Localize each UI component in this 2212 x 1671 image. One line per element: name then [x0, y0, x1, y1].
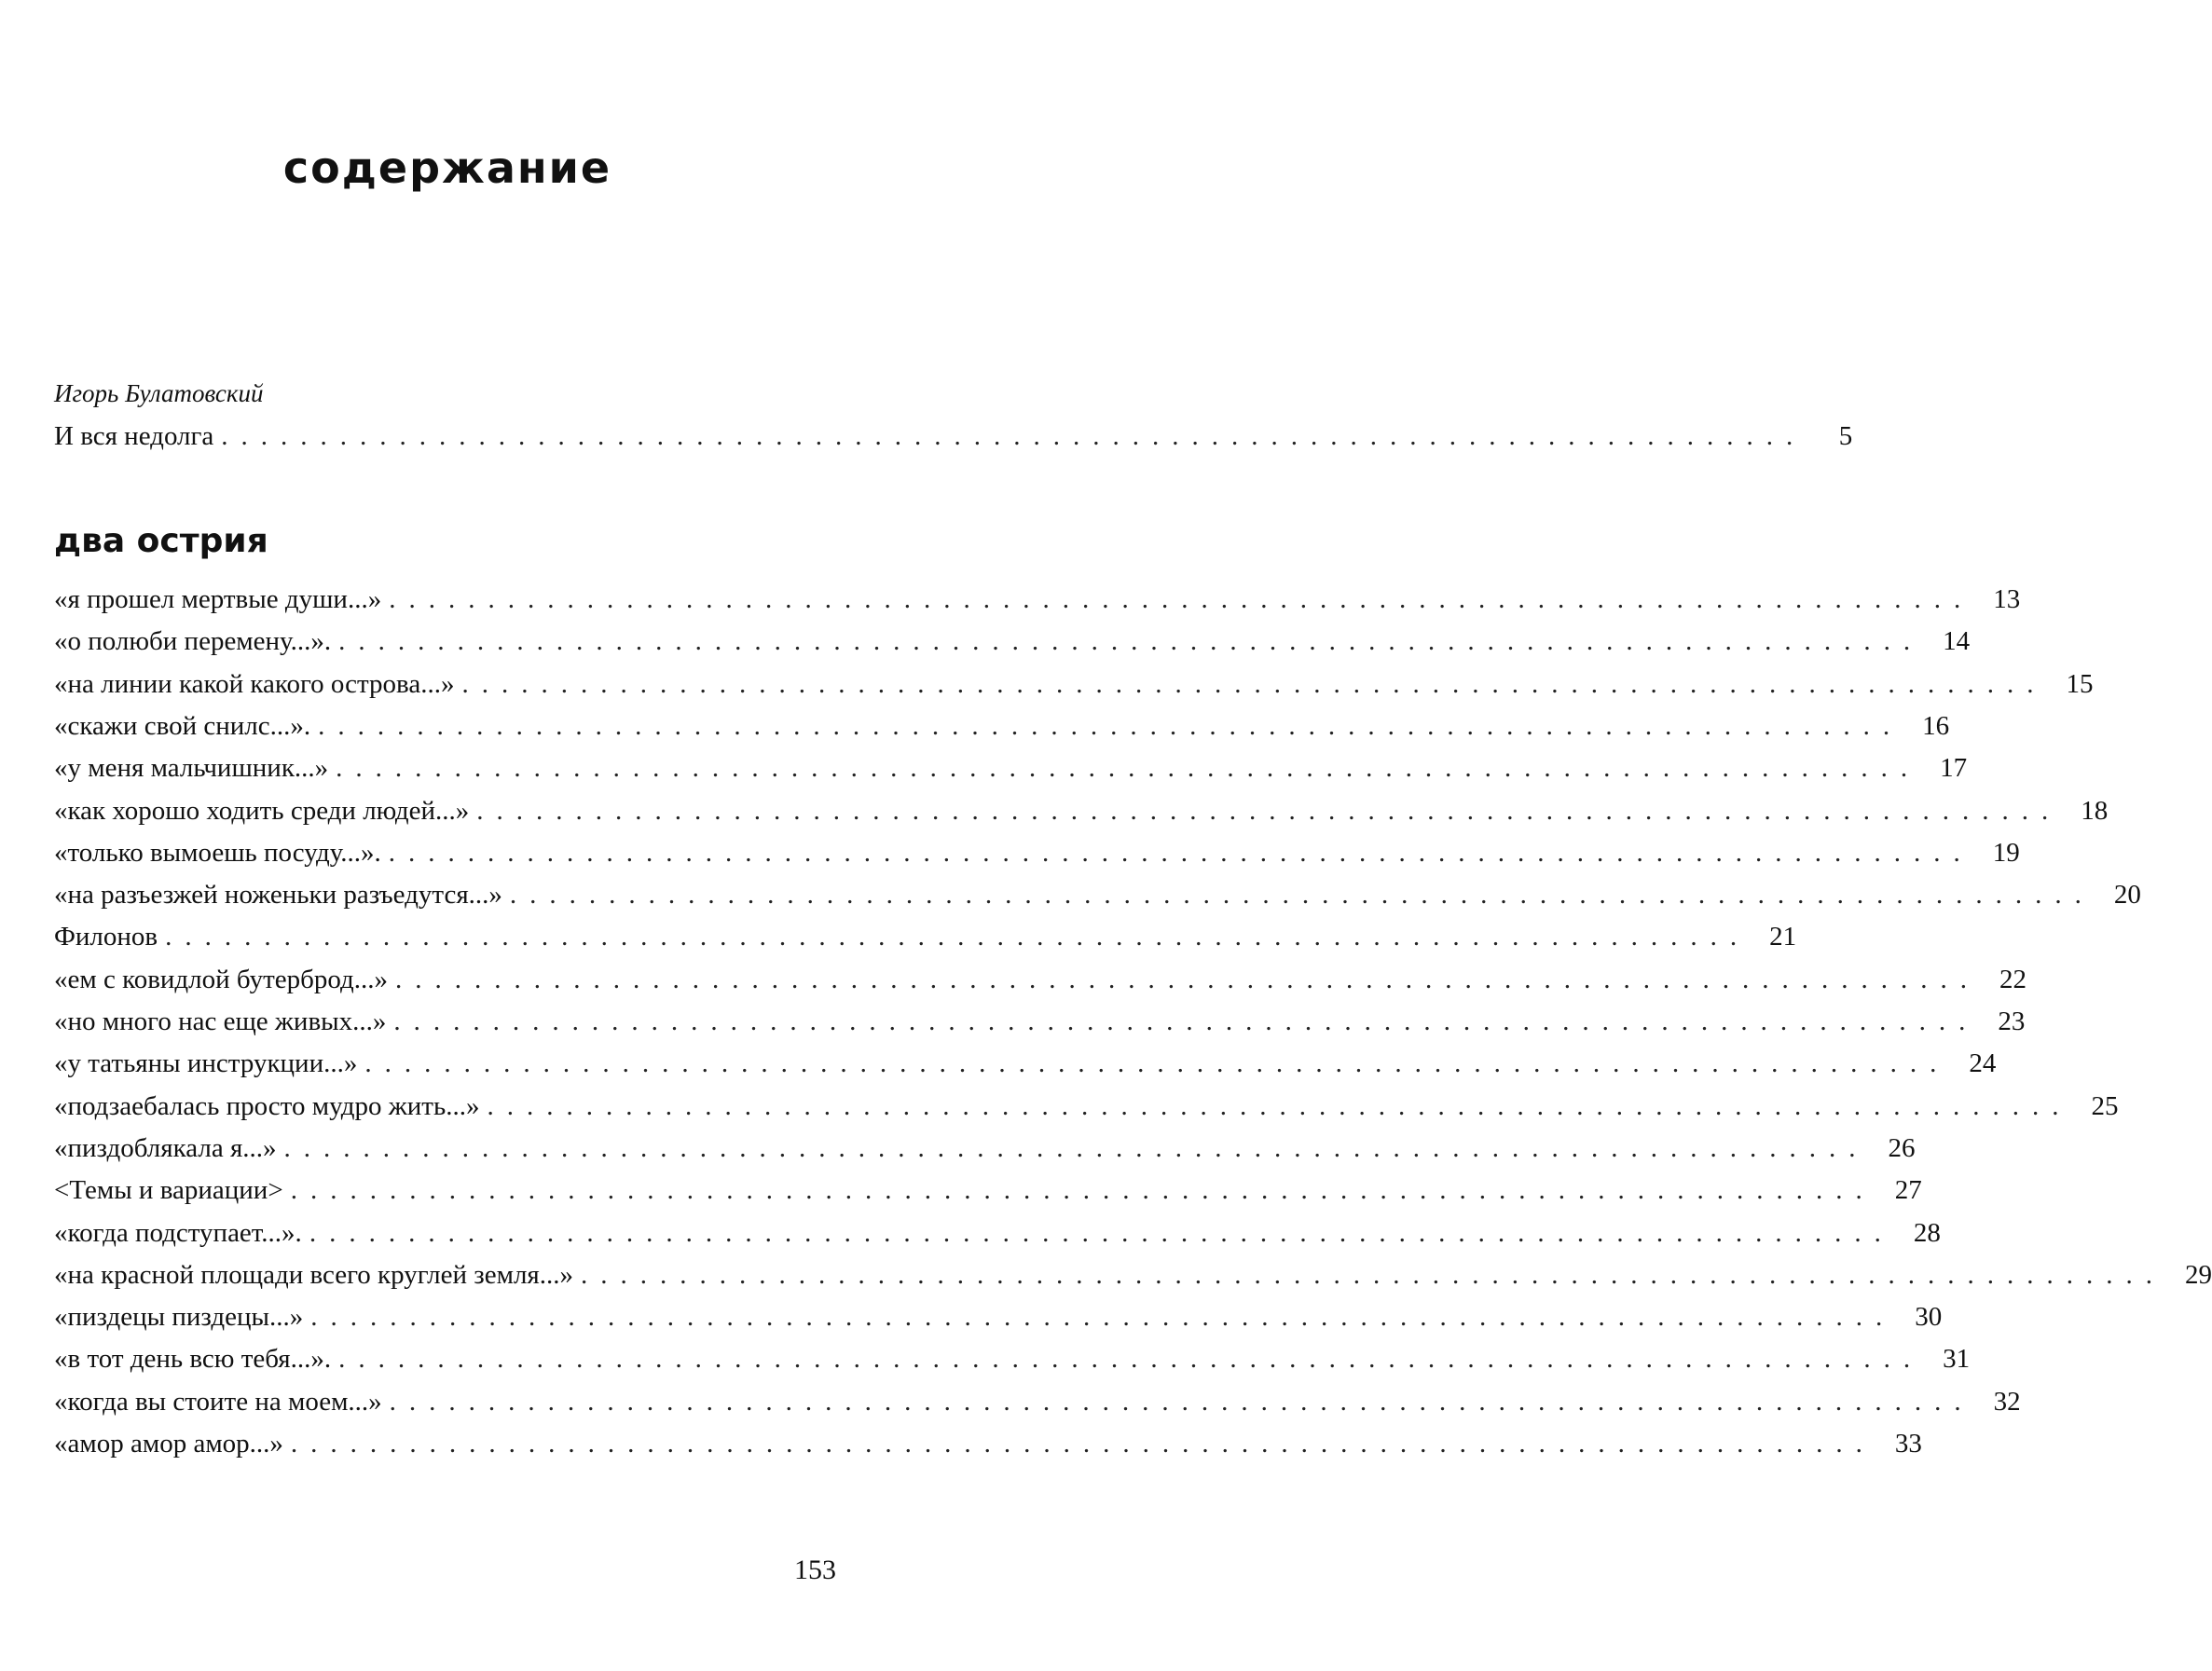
dot-leader: ................................................................................	[221, 421, 1807, 451]
section-heading: два острия	[54, 522, 268, 560]
toc-entry-title: «ем с ковидлой бутерброд...»	[54, 964, 389, 994]
toc-entry-title: «но много нас еще живых...»	[54, 1007, 387, 1036]
toc-entry-page: 33	[1894, 1429, 1922, 1459]
toc-entry-title: «у меня мальчишник...»	[54, 753, 329, 784]
toc-entry-page: 18	[2081, 795, 2109, 826]
dot-leader: ................................................................................	[395, 964, 1981, 994]
toc-entry-title: «когда вы стоите на моем...»	[54, 1386, 382, 1417]
toc-entry[interactable]	[54, 620, 1971, 663]
toc-entry[interactable]	[54, 789, 2109, 832]
dot-leader: ................................................................................	[389, 1386, 1974, 1417]
toc-entry[interactable]	[54, 1337, 1971, 1380]
page-number: 153	[794, 1555, 836, 1585]
toc-entry[interactable]	[54, 578, 2021, 621]
toc-entry-page: 22	[1999, 964, 2027, 994]
toc-entry[interactable]	[54, 1295, 1943, 1338]
toc-entry-title: «скажи свой снилс...».	[54, 710, 311, 741]
toc-entry-page: 21	[1769, 922, 1797, 952]
toc-entry-title: «подзаебалась просто мудро жить...»	[54, 1090, 480, 1121]
toc-entry-title: «на линии какой какого острова...»	[54, 668, 455, 699]
toc-entry-title: «когда подступает...».	[54, 1217, 302, 1248]
toc-entry-page: 30	[1915, 1302, 1943, 1333]
toc-entry-title: «пиздецы пиздецы...»	[54, 1302, 304, 1333]
toc-entry-page: 5	[1838, 421, 1853, 451]
toc-entry-page: 23	[1998, 1007, 2026, 1036]
dot-leader: ................................................................................	[165, 922, 1751, 952]
dot-leader: ................................................................................	[388, 837, 1973, 868]
toc-entry-title: «на разъезжей ноженьки разъедутся...»	[54, 880, 502, 911]
toc-entry-page: 25	[2091, 1090, 2119, 1121]
toc-entry-title: «о полюби перемену...».	[54, 626, 332, 657]
page-title: содержание	[282, 143, 612, 193]
toc-entry-page: 29	[2185, 1259, 2212, 1290]
toc-entry[interactable]	[54, 1127, 1916, 1170]
toc-entry-title: «на красной площади всего круглей земля...»	[54, 1259, 574, 1290]
toc-entry[interactable]	[54, 1000, 2026, 1043]
toc-entry-title: «я прошел мертвые души...»	[54, 584, 382, 614]
toc-entry[interactable]	[54, 1212, 1941, 1254]
toc-entry-page: 28	[1913, 1217, 1941, 1248]
toc-entry-page: 32	[1993, 1386, 2021, 1417]
toc-entry[interactable]	[54, 746, 1968, 789]
toc-entry-page: 14	[1943, 626, 1971, 657]
toc-entry[interactable]	[54, 705, 1950, 747]
dot-leader: ................................................................................	[509, 880, 2095, 911]
dot-leader: ................................................................................	[487, 1090, 2072, 1121]
dot-leader: ................................................................................	[476, 795, 2062, 826]
dot-leader: ................................................................................	[581, 1259, 2166, 1290]
dot-leader: ................................................................................	[389, 584, 1974, 614]
dot-leader: ................................................................................	[338, 1344, 1924, 1375]
toc-entry[interactable]	[54, 663, 2094, 705]
toc-entry[interactable]	[54, 1380, 2021, 1423]
dot-leader: ................................................................................	[309, 1217, 1894, 1248]
toc-entry-page: 16	[1922, 710, 1950, 741]
toc-entry-intro[interactable]	[54, 415, 1853, 458]
toc-entry-page: 31	[1943, 1344, 1971, 1375]
toc-entry-page: 26	[1888, 1132, 1916, 1163]
toc-entry-title: <Темы и вариации>	[54, 1175, 283, 1206]
toc-entry-title: «у татьяны инструкции...»	[54, 1048, 358, 1079]
toc-entry-page: 19	[1992, 837, 2020, 868]
toc-entry-page: 27	[1894, 1175, 1922, 1206]
toc-entry-title: Филонов	[54, 922, 158, 952]
toc-entry[interactable]	[54, 958, 2027, 1001]
dot-leader: ................................................................................	[310, 1302, 1896, 1333]
toc-entry-title: «как хорошо ходить среди людей...»	[54, 795, 470, 826]
dot-leader: ................................................................................	[290, 1175, 1875, 1206]
dot-leader: ................................................................................	[290, 1429, 1875, 1459]
toc-entry-page: 15	[2066, 668, 2094, 699]
toc-entry-title: «в тот день всю тебя...».	[54, 1344, 332, 1375]
dot-leader: ................................................................................	[461, 668, 2047, 699]
toc-entry[interactable]	[54, 1042, 1997, 1085]
dot-leader: ................................................................................	[318, 710, 1903, 741]
toc-entry-title: «амор амор амор...»	[54, 1429, 283, 1459]
toc-entry-title: И вся недолга	[54, 421, 214, 451]
toc-entry[interactable]	[54, 1169, 1922, 1212]
dot-leader: ................................................................................	[393, 1007, 1979, 1036]
dot-leader: ................................................................................	[364, 1048, 1950, 1079]
toc-entry[interactable]	[54, 873, 2141, 916]
dot-leader: ................................................................................	[336, 753, 1921, 784]
dot-leader: ................................................................................	[338, 626, 1924, 657]
dot-leader: ................................................................................	[283, 1132, 1869, 1163]
toc-entry-page: 17	[1940, 753, 1968, 784]
toc-entry-page: 20	[2113, 880, 2141, 911]
toc-entry[interactable]	[54, 915, 1797, 958]
toc-entry[interactable]	[54, 1422, 1922, 1465]
toc-entry-page: 24	[1969, 1048, 1997, 1079]
toc-entry[interactable]	[54, 831, 2020, 874]
toc-entry-title: «пиздоблякала я...»	[54, 1132, 277, 1163]
toc-entry-page: 13	[1993, 584, 2021, 614]
toc-entry[interactable]	[54, 1085, 2119, 1128]
toc-entry[interactable]	[54, 1253, 2212, 1296]
author-name: Игорь Булатовский	[54, 379, 264, 407]
toc-entry-title: «только вымоешь посуду...».	[54, 837, 381, 868]
